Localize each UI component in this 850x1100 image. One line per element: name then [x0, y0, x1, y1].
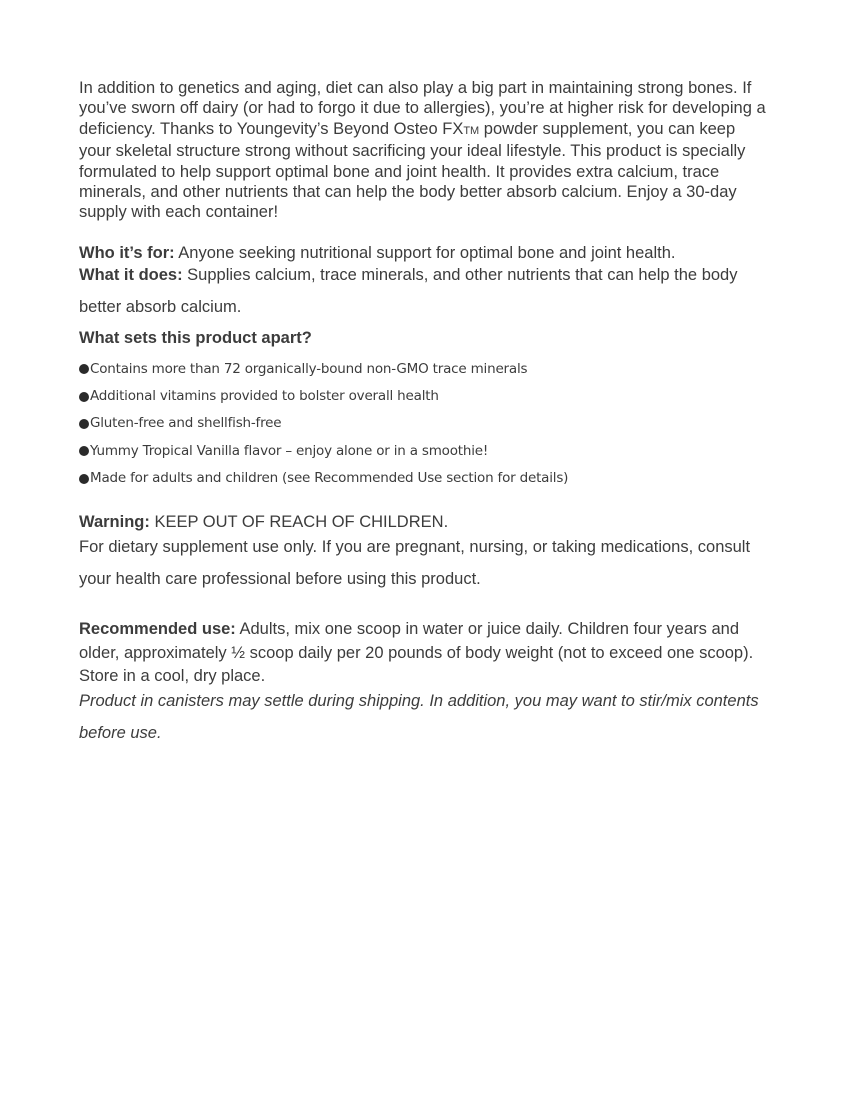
feature-text: Gluten-free and shellfish-free	[90, 415, 282, 432]
what-it-does	[79, 259, 769, 323]
feature-text: Made for adults and children (see Recommended Use section for details)	[90, 470, 569, 487]
warning-text: KEEP OUT OF REACH OF CHILDREN.	[149, 513, 449, 532]
who-text: Anyone seeking nutritional support for optimal bone and joint health.	[174, 243, 676, 262]
recommended-use	[79, 618, 769, 689]
feature-list	[79, 356, 769, 492]
bullet-icon	[79, 364, 89, 374]
document-page	[79, 78, 769, 749]
feature-text: Additional vitamins provided to bolster overall health	[90, 388, 439, 405]
list-item	[79, 410, 769, 437]
list-item	[79, 383, 769, 410]
bullet-icon	[79, 392, 89, 402]
who-label: Who it’s for:	[79, 243, 175, 262]
apart-heading: What sets this product apart?	[79, 328, 312, 347]
warning-line	[79, 511, 769, 533]
feature-text: Yummy Tropical Vanilla flavor – enjoy alone or in a smoothie!	[90, 442, 489, 459]
what-text: Supplies calcium, trace minerals, and other nutrients that can help the body better absorb calcium.	[79, 265, 738, 316]
intro-text-after: powder supplement, you can keep your skeletal structure strong without sacrificing your ideal lifestyle. This product is specially formulated to help support optimal bone and joint health. It provides extra calcium, trace minerals, and other nutrients that can help the body better absorb calcium. Enjoy a 30-day supply with each container!	[79, 119, 746, 222]
recommended-label: Recommended use:	[79, 620, 236, 639]
list-item	[79, 438, 769, 465]
intro-paragraph	[79, 78, 769, 223]
bullet-icon	[79, 446, 89, 456]
list-item	[79, 356, 769, 383]
feature-text: Contains more than 72 organically-bound non-GMO trace minerals	[90, 360, 528, 377]
what-label: What it does:	[79, 265, 183, 284]
intro-text-before: In addition to genetics and aging, diet can also play a big part in maintaining strong bones. If you’ve sworn off dairy (or had to forgo it due to allergies), you’re at higher risk for developing a deficiency. Thanks to Youngevity’s Beyond Osteo FX	[79, 79, 766, 138]
bullet-icon	[79, 474, 89, 484]
recommended-text: Adults, mix one scoop in water or juice daily. Children four years and older, approximately ½ scoop daily per 20 pounds of body weight (not to exceed one scoop). Store in a cool, dry place.	[79, 620, 754, 686]
list-item	[79, 465, 769, 492]
dietary-disclaimer: For dietary supplement use only. If you are pregnant, nursing, or taking medications, consult your health care professional before using this product.	[79, 538, 751, 589]
bullet-icon	[79, 419, 89, 429]
settling-note: Product in canisters may settle during shipping. In addition, you may want to stir/mix contents before use.	[79, 691, 759, 742]
warning-label: Warning:	[79, 513, 150, 532]
trademark-mark: TM	[463, 124, 480, 137]
